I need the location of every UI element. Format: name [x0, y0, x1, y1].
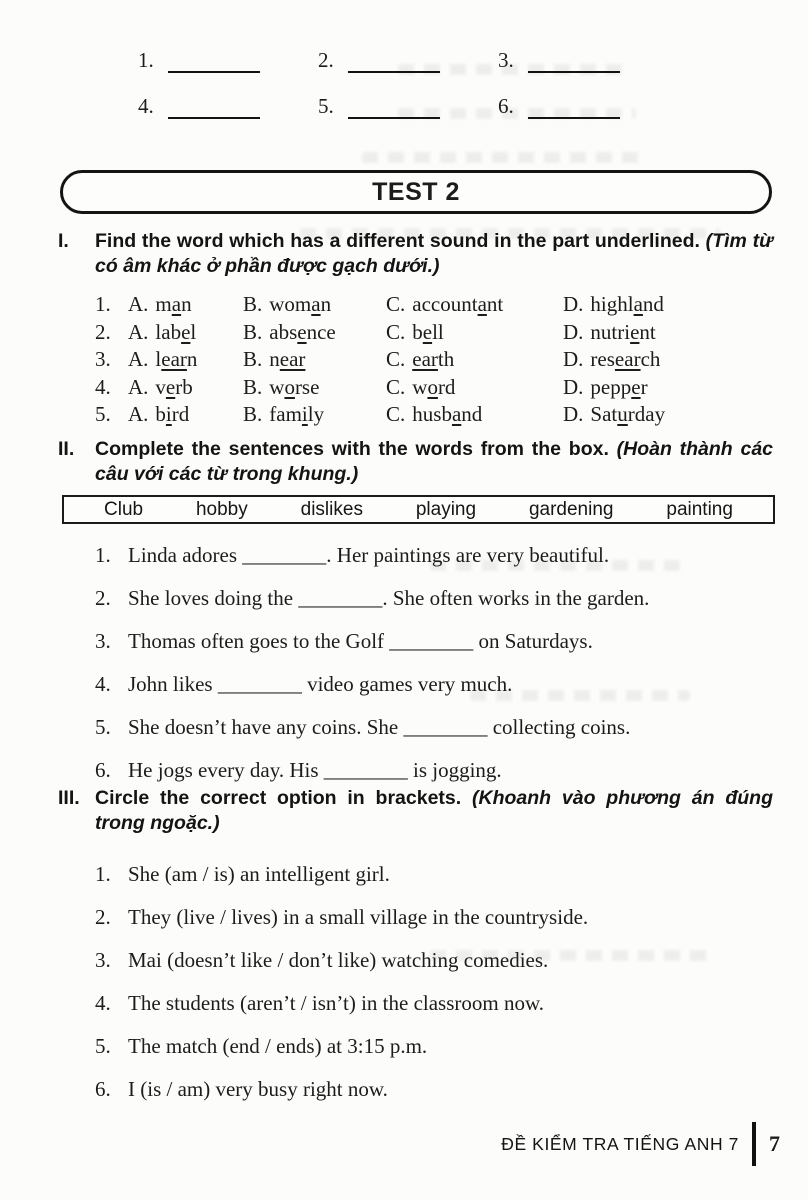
- table-row: [95, 401, 665, 429]
- option-d: D. Saturday: [563, 402, 666, 426]
- sentence-number: 5.: [95, 1034, 111, 1058]
- option-b: B. woman: [243, 292, 332, 316]
- option-c: C. word: [386, 374, 456, 399]
- page-number: 7: [769, 1131, 780, 1156]
- list-item: [95, 757, 772, 783]
- bleedthrough-artifact: [362, 152, 640, 163]
- option-d: D. research: [563, 347, 661, 371]
- sentence-text: He jogs every day. His ________ is jogging.: [128, 758, 502, 782]
- sentence-text: Mai (doesn’t like / don’t like) watching comedies.: [128, 948, 549, 972]
- sentence-text: She (am / is) an intelligent girl.: [128, 862, 390, 886]
- answer-blank-line: [348, 52, 440, 73]
- page-footer: [501, 1122, 780, 1166]
- option-c: C. earth: [386, 347, 455, 371]
- answer-blank-item: [498, 96, 678, 119]
- question-number: 2.: [95, 319, 111, 344]
- option-a: A. learn: [128, 347, 198, 371]
- test-header-box: [60, 170, 772, 214]
- section-title-vi: (Hoàn thành các câu với các từ trong khung.): [95, 438, 774, 485]
- word-box-item: painting: [666, 498, 733, 520]
- sentence-text: She loves doing the ________. She often works in the garden.: [128, 586, 650, 610]
- blank-number: 3.: [498, 48, 514, 72]
- section-title: [95, 437, 773, 487]
- answer-blank-item: [138, 50, 318, 73]
- question-number: 4.: [95, 374, 111, 399]
- section-1-heading: [58, 229, 773, 279]
- section-title-en: Circle the correct option in brackets.: [95, 787, 462, 809]
- blank-number: 5.: [318, 94, 334, 118]
- section-title: [95, 786, 773, 836]
- list-item: [95, 714, 772, 740]
- answer-blank-item: [138, 96, 318, 119]
- sentence-number: 1.: [95, 543, 111, 567]
- word-box-item: gardening: [528, 498, 614, 520]
- section-numeral: III.: [58, 787, 80, 809]
- answer-blank-line: [528, 52, 620, 73]
- sentence-text: Thomas often goes to the Golf ________ on Saturdays.: [128, 629, 593, 653]
- sound-options-table: [95, 291, 665, 429]
- section-3-heading: [58, 786, 773, 836]
- section-numeral: I.: [58, 230, 69, 252]
- sentence-text: The students (aren’t / isn’t) in the classroom now.: [128, 991, 545, 1015]
- section-title-vi: (Khoanh vào phương án đúng trong ngoặc.): [95, 787, 773, 834]
- table-row: [95, 291, 665, 319]
- list-item: [95, 947, 772, 973]
- answer-blank-item: [498, 50, 678, 73]
- table-row: [95, 319, 665, 347]
- sentence-text: She doesn’t have any coins. She ________ collecting coins.: [128, 715, 631, 739]
- table-row: [95, 346, 665, 374]
- answer-blank-line: [348, 98, 440, 119]
- book-title: ĐỀ KIỂM TRA TIẾNG ANH 7: [501, 1133, 739, 1154]
- section-title-vi: (Tìm từ có âm khác ở phần được gạch dưới.): [95, 230, 773, 277]
- sentence-number: 4.: [95, 991, 111, 1015]
- option-c: C. bell: [386, 319, 444, 344]
- section-title: [95, 229, 773, 279]
- section-2-heading: [58, 437, 773, 487]
- option-b: B. absence: [243, 319, 336, 344]
- word-box-item: hobby: [195, 498, 248, 520]
- option-a: A. verb: [128, 374, 193, 399]
- option-a: A. man: [128, 292, 192, 316]
- sentence-number: 3.: [95, 629, 111, 653]
- sentence-number: 3.: [95, 948, 111, 972]
- option-a: A. label: [128, 319, 197, 344]
- sentence-text: John likes ________ video games very much.: [128, 672, 513, 696]
- option-d: D. nutrient: [563, 319, 656, 344]
- blank-number: 6.: [498, 94, 514, 118]
- option-a: A. bird: [128, 402, 190, 426]
- word-box-item: dislikes: [300, 498, 363, 520]
- sentence-number: 2.: [95, 905, 111, 929]
- sentence-text: The match (end / ends) at 3:15 p.m.: [128, 1034, 428, 1058]
- sentence-number: 6.: [95, 1077, 111, 1101]
- sentence-text: They (live / lives) in a small village in the countryside.: [128, 905, 589, 929]
- section-numeral: II.: [58, 438, 75, 460]
- option-c: C. husband: [386, 402, 483, 426]
- question-number: 3.: [95, 347, 111, 371]
- section-title-en: Complete the sentences with the words from the box.: [95, 438, 609, 460]
- sentence-number: 5.: [95, 715, 111, 739]
- blank-number: 1.: [138, 48, 154, 72]
- answer-blank-line: [528, 98, 620, 119]
- list-item: [95, 861, 772, 887]
- list-item: [95, 585, 772, 611]
- footer-divider: [752, 1122, 756, 1166]
- list-item: [95, 671, 772, 697]
- question-number: 1.: [95, 292, 111, 316]
- word-box-item: Club: [104, 498, 144, 520]
- option-b: B. family: [243, 402, 325, 426]
- blank-number: 2.: [318, 48, 334, 72]
- word-box-item: playing: [415, 498, 477, 520]
- option-d: D. pepper: [563, 374, 648, 399]
- sentence-number: 2.: [95, 586, 111, 610]
- list-item: [95, 990, 772, 1016]
- list-item: [95, 628, 772, 654]
- option-d: D. highland: [563, 292, 664, 316]
- option-c: C. accountant: [386, 292, 504, 316]
- blank-number: 4.: [138, 94, 154, 118]
- sentence-number: 6.: [95, 758, 111, 782]
- sentence-number: 4.: [95, 672, 111, 696]
- word-box: [62, 495, 775, 524]
- option-b: B. worse: [243, 374, 320, 399]
- answer-blank-line: [168, 52, 260, 73]
- table-row: [95, 374, 665, 402]
- list-item: [95, 542, 772, 568]
- section-title-en: Find the word which has a different sound in the part underlined.: [95, 230, 700, 252]
- option-b: B. near: [243, 347, 306, 371]
- sentence-text: I (is / am) very busy right now.: [128, 1077, 388, 1101]
- answer-blanks-grid: [138, 50, 678, 119]
- circle-option-sentences: [95, 861, 772, 1119]
- sentence-text: Linda adores ________. Her paintings are very beautiful.: [128, 543, 610, 567]
- test-title: TEST 2: [372, 177, 460, 206]
- list-item: [95, 904, 772, 930]
- fill-in-sentences: [95, 542, 772, 800]
- question-number: 5.: [95, 402, 111, 426]
- list-item: [95, 1076, 772, 1102]
- sentence-number: 1.: [95, 862, 111, 886]
- answer-blank-item: [318, 50, 498, 73]
- list-item: [95, 1033, 772, 1059]
- answer-blank-line: [168, 98, 260, 119]
- answer-blank-item: [318, 96, 498, 119]
